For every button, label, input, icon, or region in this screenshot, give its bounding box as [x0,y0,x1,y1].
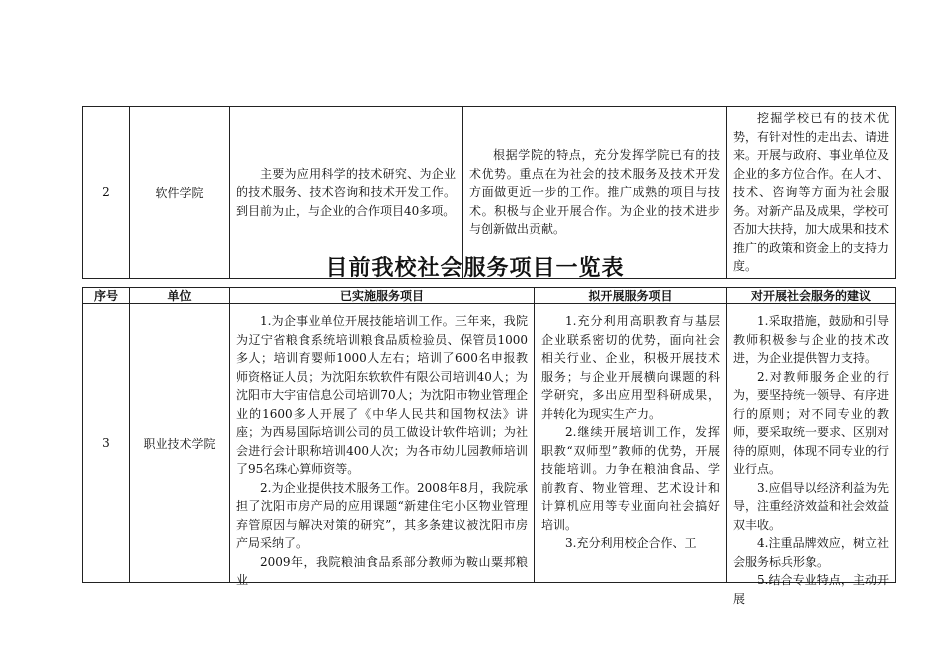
header-suggestions: 对开展社会服务的建议 [727,288,896,304]
table-row [83,304,896,583]
suggestions-cell [727,304,896,606]
header-index: 序号 [83,288,130,304]
implemented-item: 1.为企事业单位开展技能培训工作。三年来，我院为辽宁省粮食系统培训粮食品质检验员、保管员1000多人；培训育婴师1000人左右；培训了600名申报教师资格证人员；为沈阳东软软件有限公司培训40人；为沈阳市大宇宙信息公司培训70人；为沈阳市物业管理企业的1600多人开展了《中华人民共和国物权法》讲座；为西易国际培训公司的员工做设计软件培训；为社会进行会计职称培训400人次；为各市幼儿园教师培训了95名珠心算师资等。 [236,314,528,476]
service-projects-table [82,287,896,606]
row-unit: 软件学院 [130,107,230,279]
table-row [83,107,896,279]
implemented-text: 主要为应用科学的技术研究、为企业的技术服务、技术咨询和技术开发工作。到目前为止，与企业的合作项目40多项。 [236,166,456,218]
suggestion-item: 2.对教师服务企业的行为，要坚持统一领导、有序进行的原则；对不同专业的教师，要采取统一要求、区别对待的原则，体现不同专业的行业行点。 [733,369,890,476]
planned-item: 2.继续开展培训工作，发挥职教“双师型”教师的优势，开展技能培训。力争在粮油食品、学前教育、物业管理、艺术设计和计算机应用等专业面向社会搞好培训。 [541,425,720,532]
header-planned: 拟开展服务项目 [535,288,727,304]
planned-cell [535,304,727,583]
previous-page-table [82,106,896,279]
suggestions-cell [727,107,896,279]
suggestions-text: 挖掘学校已有的技术优势，有针对性的走出去、请进来。开展与政府、事业单位及企业的多方位合作。在人才、技术、咨询等方面为社会服务。对新产品及成果，学校可否加大扶持，加大成果和技术推广的政策和资金上的支持力度。 [733,111,890,273]
implemented-item: 2009年，我院粮油食品系部分教师为鞍山粟邦粮业 [236,554,528,587]
page-title: 目前我校社会服务项目一览表 [325,256,625,281]
row-unit: 职业技术学院 [130,304,230,583]
planned-item: 3.充分利用校企合作、工 [565,536,697,550]
header-implemented: 已实施服务项目 [230,288,535,304]
planned-text: 根据学院的特点，充分发挥学院已有的技术优势。重点在为社会的技术服务及技术开发方面做更近一步的工作。推广成熟的项目与技术。积极与企业开展合作。为企业的技术进步与创新做出贡献。 [469,148,720,236]
suggestion-item: 5.结合专业特点，主动开展 [733,573,889,606]
implemented-item: 2.为企业提供技术服务工作。2008年8月，我院承担了沈阳市房产局的应用课题“新建住宅小区物业管理弃管原因与解决对策的研究”，其多条建议被沈阳市房产局采纳了。 [236,480,528,550]
header-row [83,288,896,304]
header-unit: 单位 [130,288,230,304]
planned-cell [463,107,727,279]
suggestion-item: 4.注重品牌效应，树立社会服务标兵形象。 [733,536,889,569]
suggestion-item: 1.采取措施，鼓励和引导教师积极参与企业的技术改进，为企业提供智力支持。 [733,314,889,365]
planned-item: 1.充分利用高职教育与基层企业联系密切的优势，面向社会相关行业、企业，积极开展技术服务；与企业开展横向课题的科学研究，多出应用型科研成果，并转化为现实生产力。 [541,314,720,421]
implemented-cell [230,107,463,279]
row-index: 2 [83,107,130,279]
row-index: 3 [83,304,130,583]
suggestion-item: 3.应倡导以经济利益为先导，注重经济效益和社会效益双丰收。 [733,480,890,532]
implemented-cell [230,304,535,587]
